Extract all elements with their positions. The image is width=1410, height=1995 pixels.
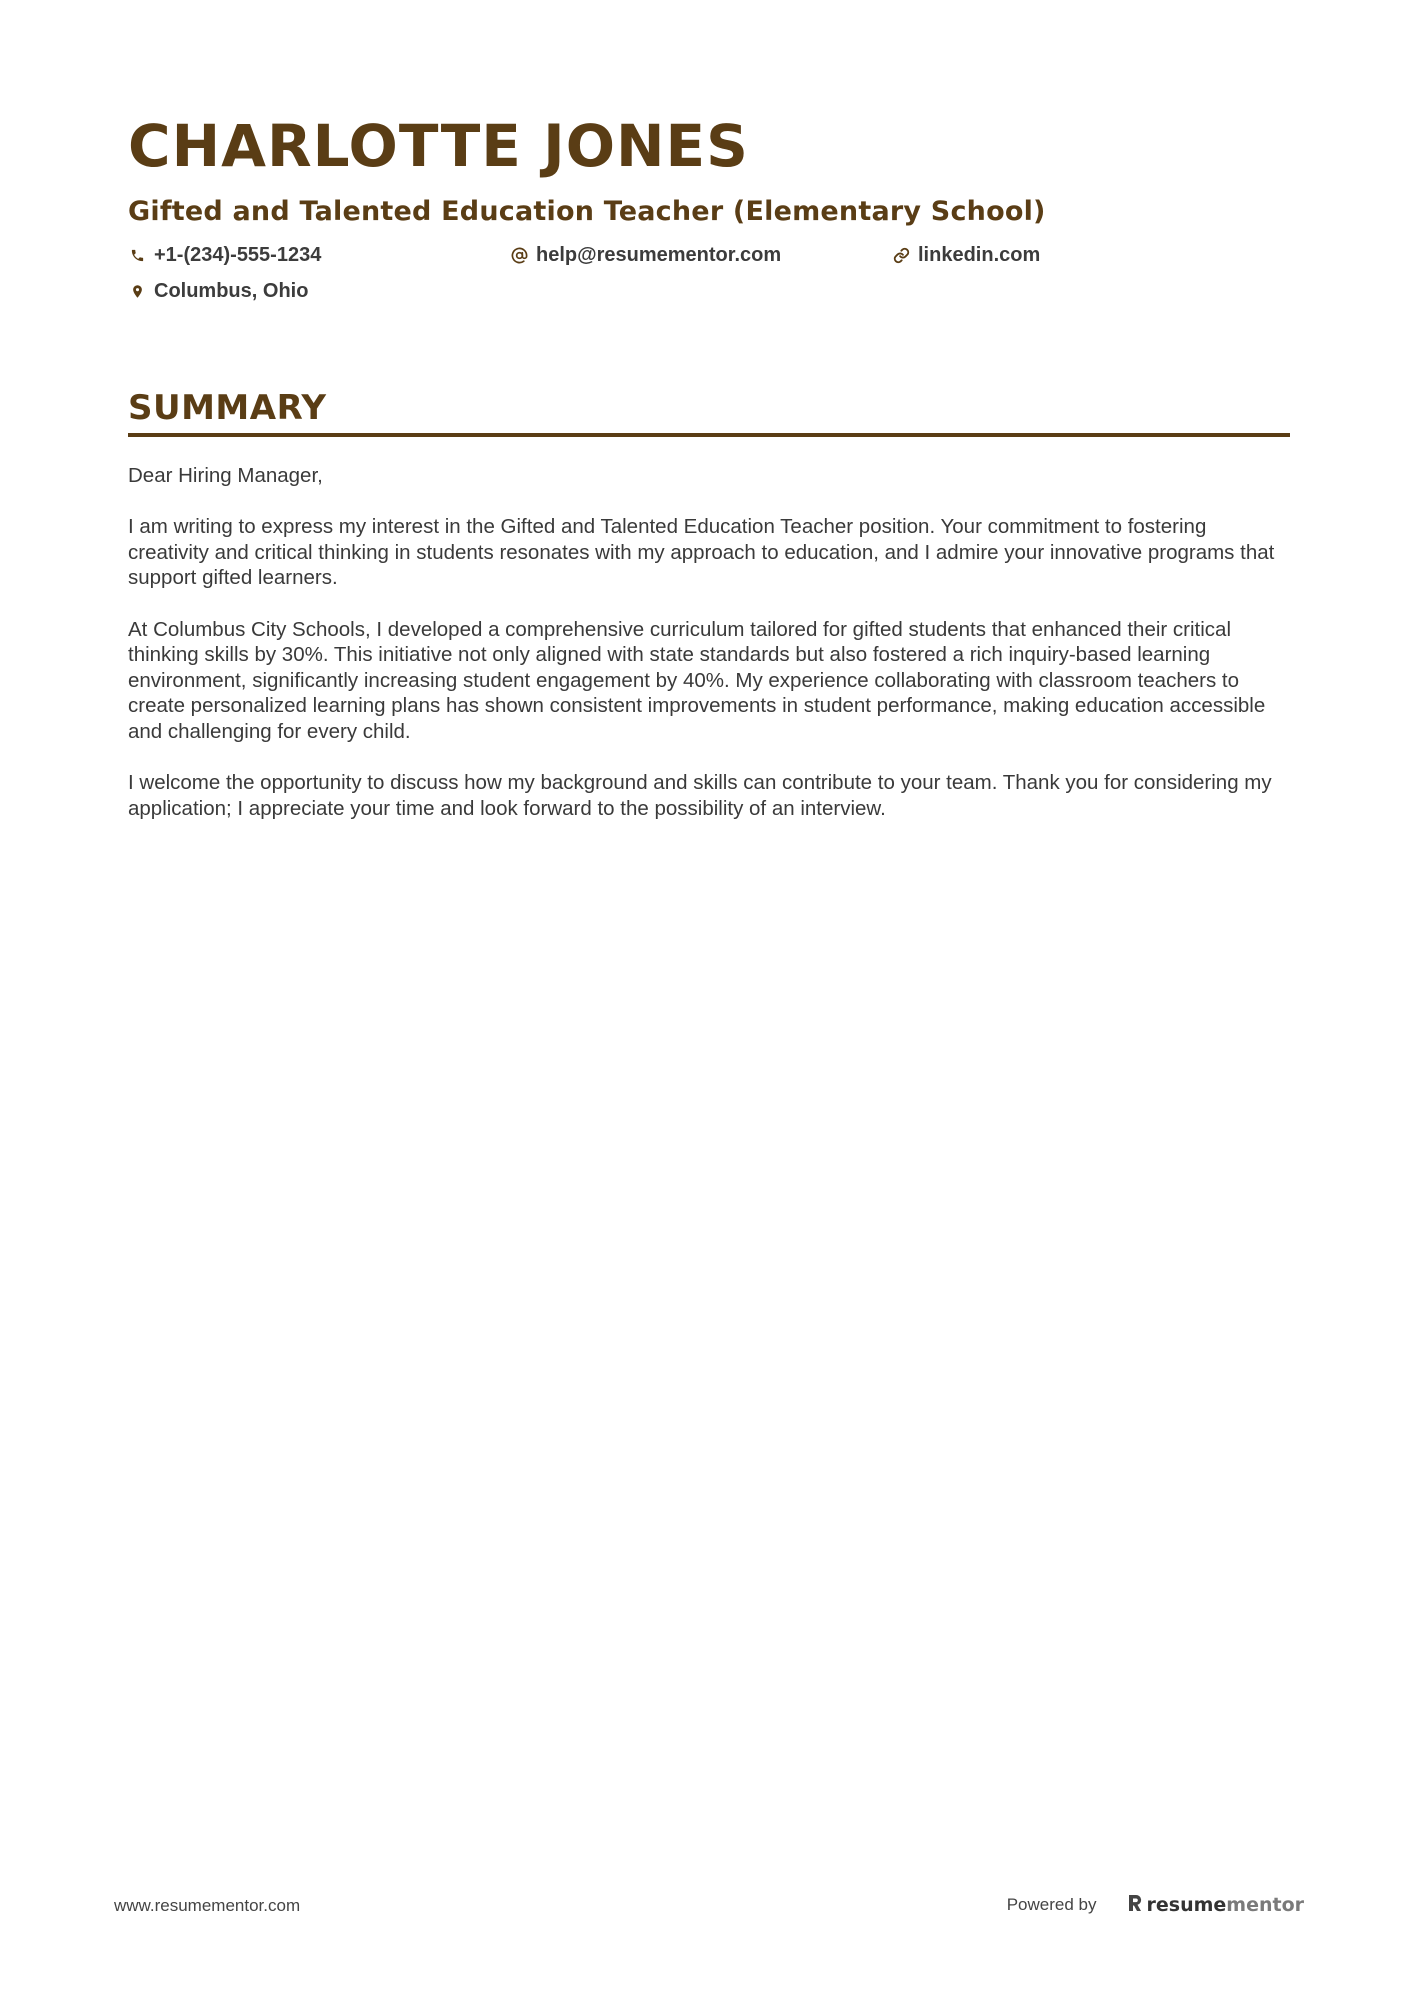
phone-icon: [128, 246, 146, 264]
salutation: Dear Hiring Manager,: [128, 464, 323, 487]
email-text: help@resumementor.com: [536, 243, 782, 266]
page-footer: [114, 1890, 1304, 1920]
summary-body: [128, 463, 1290, 821]
contact-linkedin[interactable]: [892, 240, 1040, 270]
section-divider: [128, 433, 1290, 437]
phone-text: +1-(234)-555-1234: [154, 243, 322, 266]
job-title: Gifted and Talented Education Teacher (Elementary School): [128, 196, 1046, 227]
brand-logo[interactable]: [1127, 1893, 1305, 1918]
resume-header: [128, 108, 1288, 316]
paragraph: I am writing to express my interest in the Gifted and Talented Education Teacher position. Your commitment to fostering creativity and critical thinking in students resonates with my approach to education, and I admire your innovative programs that support gifted learners.: [128, 515, 1275, 590]
paragraph: I welcome the opportunity to discuss how my background and skills can contribute to your team. Thank you for considering my application; I appreciate your time and look forward to the possibility of an interview.: [128, 771, 1272, 820]
map-pin-icon: [128, 282, 146, 300]
footer-url-link[interactable]: www.resumementor.com: [114, 1896, 301, 1915]
summary-section: [128, 386, 1290, 847]
powered-by-label: Powered by: [1006, 1895, 1097, 1914]
contact-email[interactable]: [510, 240, 781, 270]
candidate-name: CHARLOTTE JONES: [128, 112, 749, 180]
paragraph: At Columbus City Schools, I developed a comprehensive curriculum tailored for gifted students that enhanced their critical thinking skills by 30%. This initiative not only aligned with state standards but also fostered a rich inquiry-based learning environment, significantly increasing student engagement by 40%. My experience collaborating with classroom teachers to create personalized learning plans has shown consistent improvements in student performance, making education accessible and challenging for every child.: [128, 617, 1266, 743]
location-text: Columbus, Ohio: [154, 279, 309, 302]
linkedin-text: linkedin.com: [918, 243, 1041, 266]
contact-list: [128, 240, 1288, 316]
contact-location: [128, 276, 308, 306]
powered-by: [1007, 1890, 1304, 1920]
brand-light: mentor: [1226, 1894, 1304, 1916]
resumementor-logo-icon: [1127, 1893, 1143, 1918]
brand-bold: resume: [1146, 1894, 1227, 1916]
contact-phone[interactable]: [128, 240, 321, 270]
summary-heading: SUMMARY: [128, 388, 327, 428]
link-icon: [892, 246, 910, 264]
at-icon: [510, 246, 528, 264]
